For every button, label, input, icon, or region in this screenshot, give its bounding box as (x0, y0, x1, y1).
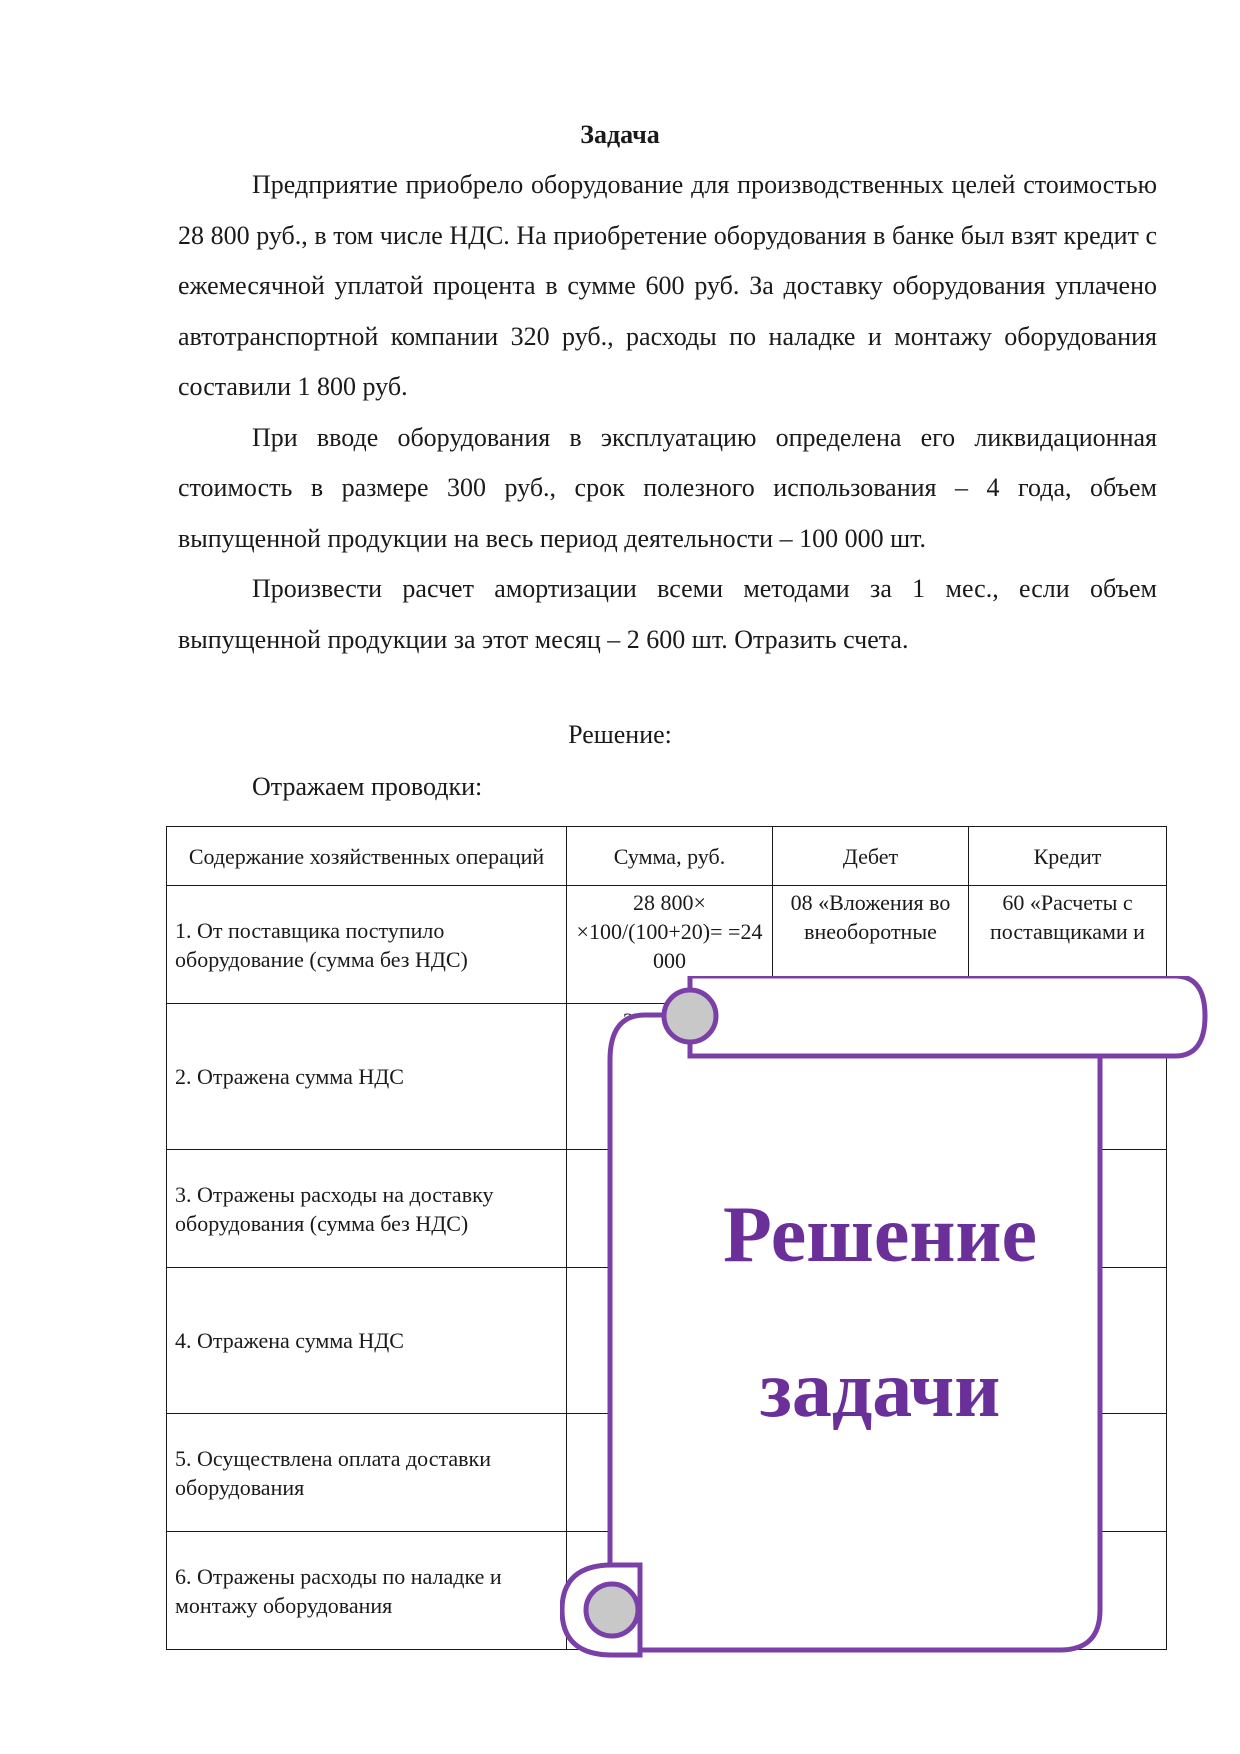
header-sum: Сумма, руб. (567, 827, 773, 886)
paragraph-1: Предприятие приобрело оборудование для производственных целей стоимостью 28 800 руб., в том числе НДС. На приобретение оборудования в банке был взят кредит с ежемесячной уплатой процента в сумме 600 руб. За доставку оборудования уплачено автотранспортной компании 320 руб., расходы по наладке и монтажу оборудования составили 1 800 руб. (178, 170, 1157, 401)
cell-operation: 2. Отражена сумма НДС (167, 1004, 567, 1150)
scroll-shape (562, 976, 1205, 1655)
paragraph-3: Произвести расчет амортизации всеми методами за 1 мес., если объем выпущенной продукции за этот месяц – 2 600 шт. Отразить счета. (178, 574, 1157, 654)
banner-line-2: задачи (759, 1346, 1001, 1434)
cell-operation: 5. Осуществлена оплата доставки оборудования (167, 1414, 567, 1532)
scroll-curl-icon (586, 1584, 638, 1636)
scroll-curl-icon (664, 990, 716, 1042)
cell-operation: 4. Отражена сумма НДС (167, 1268, 567, 1414)
header-debit: Дебет (773, 827, 969, 886)
cell-operation: 6. Отражены расходы по наладке и монтажу оборудования (167, 1532, 567, 1650)
cell-debit: 08 «Вложения во внеоборотные (773, 886, 969, 1004)
header-operations: Содержание хозяйственных операций (167, 827, 567, 886)
header-credit: Кредит (969, 827, 1167, 886)
postings-intro: Отражаем проводки: (252, 772, 483, 801)
table-header-row (167, 827, 1167, 886)
problem-statement (178, 160, 1157, 665)
cell-sum: 28 800× ×100/(100+20)= =24 000 (567, 886, 773, 1004)
cell-operation: 3. Отражены расходы на доставку оборудования (сумма без НДС) (167, 1150, 567, 1268)
paragraph-2: При вводе оборудования в эксплуатацию определена его ликвидационная стоимость в размере 300 руб., срок полезного использования – 4 года, объем выпущенной продукции на весь период деятельности – 100 000 шт. (178, 422, 1157, 553)
page-title: Задача (580, 120, 660, 149)
solution-heading: Решение: (568, 720, 672, 749)
cell-credit: 60 «Расчеты с поставщиками и (969, 886, 1167, 1004)
cell-operation: 1. От поставщика поступило оборудование (сумма без НДС) (167, 886, 567, 1004)
banner-line-1: Решение (722, 1191, 1038, 1279)
scroll-banner (560, 976, 1210, 1664)
